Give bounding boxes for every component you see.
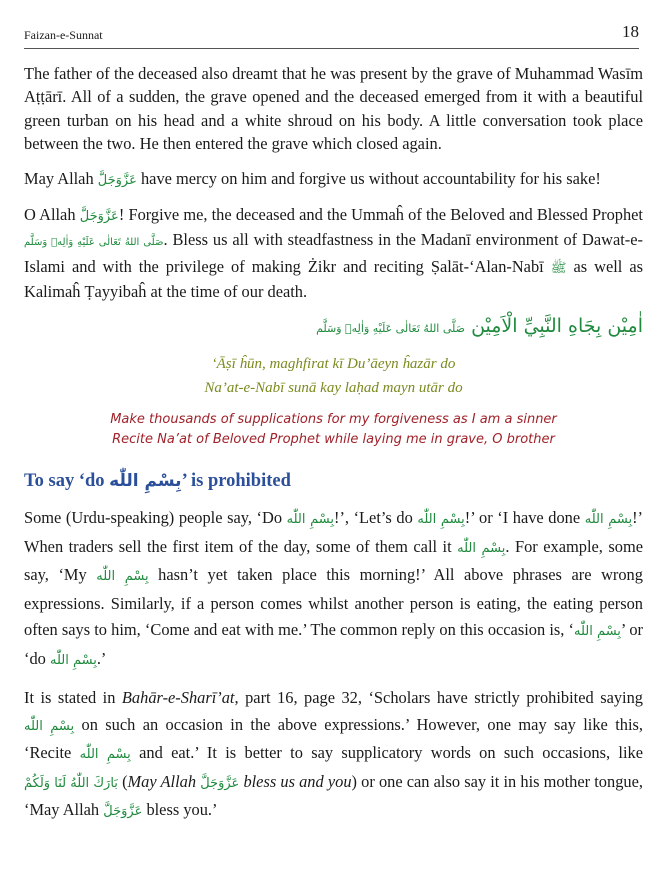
italic-text: bless us and you [243, 771, 352, 791]
poem-translation [24, 410, 643, 450]
running-title: Faizan-e-Sunnat [24, 28, 103, 42]
azza-wa-jal-glyph: عَزَّوَجَلَّ [79, 209, 119, 225]
bismillah-glyph: بِسْمِ اللّٰه [286, 512, 334, 528]
text: have mercy on him and forgive us without accountability for his sake! [140, 168, 601, 188]
poem-line-2: Na’at-e-Nabī sunā kay laḥad mayn utār do [204, 380, 463, 397]
salutation-glyph: صَلَّى اللهُ تَعَالٰى عَلَيْهِ وَاٰلِهٖ وَسَلَّم [24, 237, 164, 249]
text: , part 16, page 32, ‘Scholars have strictly prohibited saying [234, 688, 643, 708]
text: !’ When traders sell the first item of the day, some of them call it [24, 508, 643, 556]
paragraph-urdu-speakers [24, 505, 643, 674]
text: bless you.’ [146, 800, 218, 820]
text: Some (Urdu-speaking) people say, ‘Do [24, 508, 283, 528]
poem-line-1: ‘Āṣī ĥūn, maghfirat kī Du’āeyn ĥazār do [211, 356, 456, 373]
italic-text: May Allah [127, 771, 197, 791]
text: It is stated in [24, 688, 116, 708]
bismillah-glyph: بِسْمِ اللّٰه [457, 540, 506, 556]
text: on such an occasion in the above expressions.’ However, one may say like this, ‘Recite [24, 714, 643, 763]
paragraph-dream: The father of the deceased also dreamt that he was present by the grave of Muhammad Wasīm Aṭṭārī. All of a sudden, the grave opened and the deceased emerged from it with a beautiful green turban on his head and a white shroud on his body. A little conversation took place between the two. He then entered the grave which closed again. [24, 64, 643, 154]
translation-line-2: Recite Na’at of Beloved Prophet while laying me in grave, O brother [112, 432, 555, 448]
bismillah-glyph: بِسْمِ اللّٰه [79, 747, 131, 763]
text: .’ [96, 648, 107, 668]
text: as well as Kalimaĥ Ṭayyibaĥ at the time of our death. [24, 256, 643, 302]
text: ) or one can also say it in his mother tongue, ‘May Allah [24, 771, 643, 820]
bismillah-glyph: بِسْمِ اللّٰه [24, 718, 75, 734]
text: ! Forgive me, the deceased and the Ummaĥ of the Beloved and Blessed Prophet [118, 205, 643, 225]
salutation-mark-glyph: ﷺ [550, 260, 567, 276]
dua-main: اٰمِيْن بِجَاهِ النَّبِيِّ الْاَمِيْن [471, 314, 643, 337]
paragraph-bahar-e-shariat [24, 685, 643, 826]
text: O Allah [24, 205, 76, 225]
paragraph-supplication [24, 203, 643, 304]
azza-wa-jal-glyph: عَزَّوَجَلَّ [97, 172, 137, 188]
bismillah-glyph: بِسْمِ اللّٰه [96, 569, 149, 585]
text: May Allah [24, 168, 94, 188]
text: and eat.’ It is better to say supplicatory words on such occasions, like [139, 743, 643, 763]
translation-line-1: Make thousands of supplications for my forgiveness as I am a sinner [110, 412, 557, 428]
bismillah-glyph: بِسْمِ اللّٰه [109, 471, 182, 492]
section-heading [24, 470, 643, 493]
page-body [24, 62, 643, 837]
text: ’ or ‘do [24, 620, 643, 668]
azza-wa-jal-glyph: عَزَّوَجَلَّ [200, 775, 240, 791]
ameen-dua-line [24, 315, 643, 340]
page-number: 18 [622, 22, 639, 41]
text: hasn’t yet taken place this morning!’ All above phrases are wrong expressions. Similarly, if a person comes whilst another person is eating, the eating person often says to him, ‘Come and eat with me.’ The common reply on this occasion is, ‘ [24, 565, 643, 640]
heading-text: To say ‘do [24, 471, 105, 492]
text: . For example, some say, ‘My [24, 536, 643, 585]
page-header [24, 22, 639, 49]
text: !’ or ‘I have done [464, 508, 581, 528]
paragraph-mercy [24, 167, 643, 192]
poem-couplet [24, 352, 643, 400]
heading-text: ’ is prohibited [181, 471, 291, 492]
text: . Bless us all with steadfastness in the Madanī environment of Dawat-e-Islami and with the privilege of making Żikr and reciting Ṣalāt-‘Alan-Nabī [24, 230, 643, 276]
bismillah-glyph: بِسْمِ اللّٰه [584, 512, 633, 528]
bismillah-glyph: بِسْمِ اللّٰه [49, 652, 97, 668]
dua-salutation: صَلَّى اللهُ تَعَالٰى عَلَيْهِ وَاٰلِهٖ وَسَلَّم [316, 321, 466, 335]
text: !’, ‘Let’s do [333, 508, 413, 528]
book-title: Bahār-e-Sharī’at [121, 688, 235, 708]
bismillah-glyph: بِسْمِ اللّٰه [417, 512, 465, 528]
text: ( [122, 771, 128, 791]
bismillah-glyph: بِسْمِ اللّٰه [574, 624, 621, 640]
barakallah-glyph: بَارَكَ اللّٰهُ لَنَا وَلَكُمْ [24, 775, 118, 791]
azza-wa-jal-glyph: عَزَّوَجَلَّ [103, 804, 143, 820]
